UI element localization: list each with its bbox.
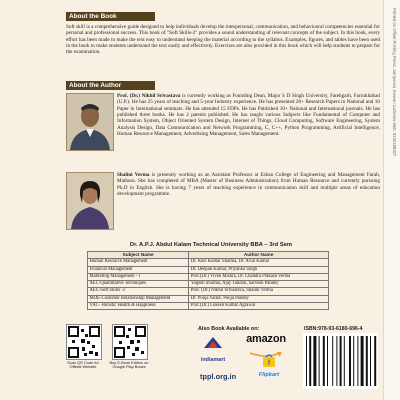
printer-note: Printed on Offset Printing Press, Jainpurwa Jeewan Lucknow Mob. 9235188307 xyxy=(392,8,397,157)
author1-name: Prof. (Dr.) Nikhil Srivastava xyxy=(117,93,181,99)
author-cell: Dr. Pooja Yadav, Pooja Pandey xyxy=(189,295,329,302)
publisher-website[interactable]: tppl.org.in xyxy=(200,372,237,381)
subject-cell: MDE-Customer Relationship Management xyxy=(88,295,189,302)
subject-cell: Financial Management xyxy=(88,266,189,273)
about-author-header: About the Author xyxy=(66,81,155,90)
author1-bio-text: is currently working as Founding Dean, Major S D Singh University, Fatehgarh, Farrukhabad (U.P.). He has 25 years of teaching and 5-year Industry experience. He has presented 20+ Research Papers in National and 10 Paper in International seminars. He has attended 15 FDPs. He has Published 10+ National and International journals. He has published three books. He has 2 patents published. He has taught various Subjects like Fundamental of Computer and Information System, Object Oriented System Design, Internet of Things, Cloud Computing, Software Engineering, System Analysis Design, Data Communication and Network Programming, C, C++, Python Programming, Artificial Intelligence, Human Resource Management, Advertising Management, Sales Management. xyxy=(117,93,380,138)
subject-cell: VAC- Holistic Health & Happiness xyxy=(88,303,189,310)
author2-name: Shalini Verma xyxy=(117,172,150,178)
indiamart-logo[interactable] xyxy=(198,336,228,363)
author-cell: Prof. (Dr.) Nikhil Srivastava, Shalini Verma xyxy=(189,288,329,295)
author-cell: Prof.(Dr.) Vivek Mishra, Dr. Chandra Prakash Verma xyxy=(189,273,329,280)
subject-cell: AEC-Quantitative Techniques xyxy=(88,281,189,288)
table-row xyxy=(88,288,329,295)
isbn-text: ISBN:978-93-6180-696-4 xyxy=(304,326,363,332)
author-cell: Dr. Deepak Kumar, Priyanka Singh xyxy=(189,266,329,273)
author2-photo xyxy=(66,172,114,230)
author-cell: Prof.(Dr.) Lokesh Kumar Agrawal xyxy=(189,303,329,310)
ebook-qr-code[interactable] xyxy=(112,324,148,360)
svg-text:f: f xyxy=(267,360,271,367)
also-available-label: Also Book Available on: xyxy=(198,326,260,332)
author-cell: Yogesh Sharma, Ajay Tandon, Sarvesh Pandey xyxy=(189,281,329,288)
table-row xyxy=(88,266,329,273)
table-row xyxy=(88,273,329,280)
ebook-qr-label: Buy E-Book Edition on Google Play Books xyxy=(109,360,149,370)
flipkart-logo[interactable] xyxy=(254,354,284,378)
isbn-barcode xyxy=(303,333,378,389)
university-title: Dr. A.P.J. Abdul Kalam Technical University BBA – 3rd Sem xyxy=(129,242,293,248)
subject-cell: AEC-Soft Skills -2 xyxy=(88,288,189,295)
subject-author-table xyxy=(87,251,329,310)
table-row xyxy=(88,295,329,302)
table-row xyxy=(88,259,329,266)
website-qr-label: Scan QR Code for Official Website xyxy=(67,360,99,370)
author2-bio xyxy=(117,172,380,197)
amazon-label: amazon xyxy=(246,333,286,345)
table-row xyxy=(88,281,329,288)
subject-cell: Human Resource Management xyxy=(88,259,189,266)
subject-column-header: Subject Name xyxy=(88,252,189,259)
flipkart-bag-icon xyxy=(262,354,276,367)
author1-bio xyxy=(117,93,380,137)
about-book-header: About the Book xyxy=(66,12,155,21)
author-cell: Dr. Ravi Kumar Sharma, Dr. Arun Kumar xyxy=(189,259,329,266)
website-qr-code[interactable] xyxy=(66,324,102,360)
indiamart-icon xyxy=(198,336,228,352)
about-book-text: Soft skill is a comprehensive guide designed to help individuals develop the interpersonal, communication, and behavioural competencies essential for personal and professional success. This book of "Soft Skills-2" provides a sound understanding of relevant concepts of the subject. In this book, every effort has been made to make the text easy to understand keeping the material according to the syllabus. Examples, figures, and tables have been used in the book to make students understand the text easily and effectively. Exercises are also provided in this book which will help students to prepare for the examination. xyxy=(66,24,380,56)
author-column-header: Author Name xyxy=(189,252,329,259)
flipkart-label: Flipkart xyxy=(258,372,280,378)
author1-photo xyxy=(66,93,114,151)
author2-bio-text: is presently working as an Assistant Professor at Eshan College of Engineering and Management Farah, Mathura. She has completed of MBA (Master of Business Administration) from Human Resource and currently pursuing Ph.D in English. She is having 7 years of teaching experience in communication skill and multiple areas of education development programme. xyxy=(117,172,380,198)
indiamart-label: indiamart xyxy=(200,357,226,363)
subject-cell: Marketing Management - I xyxy=(88,273,189,280)
table-row xyxy=(88,303,329,310)
